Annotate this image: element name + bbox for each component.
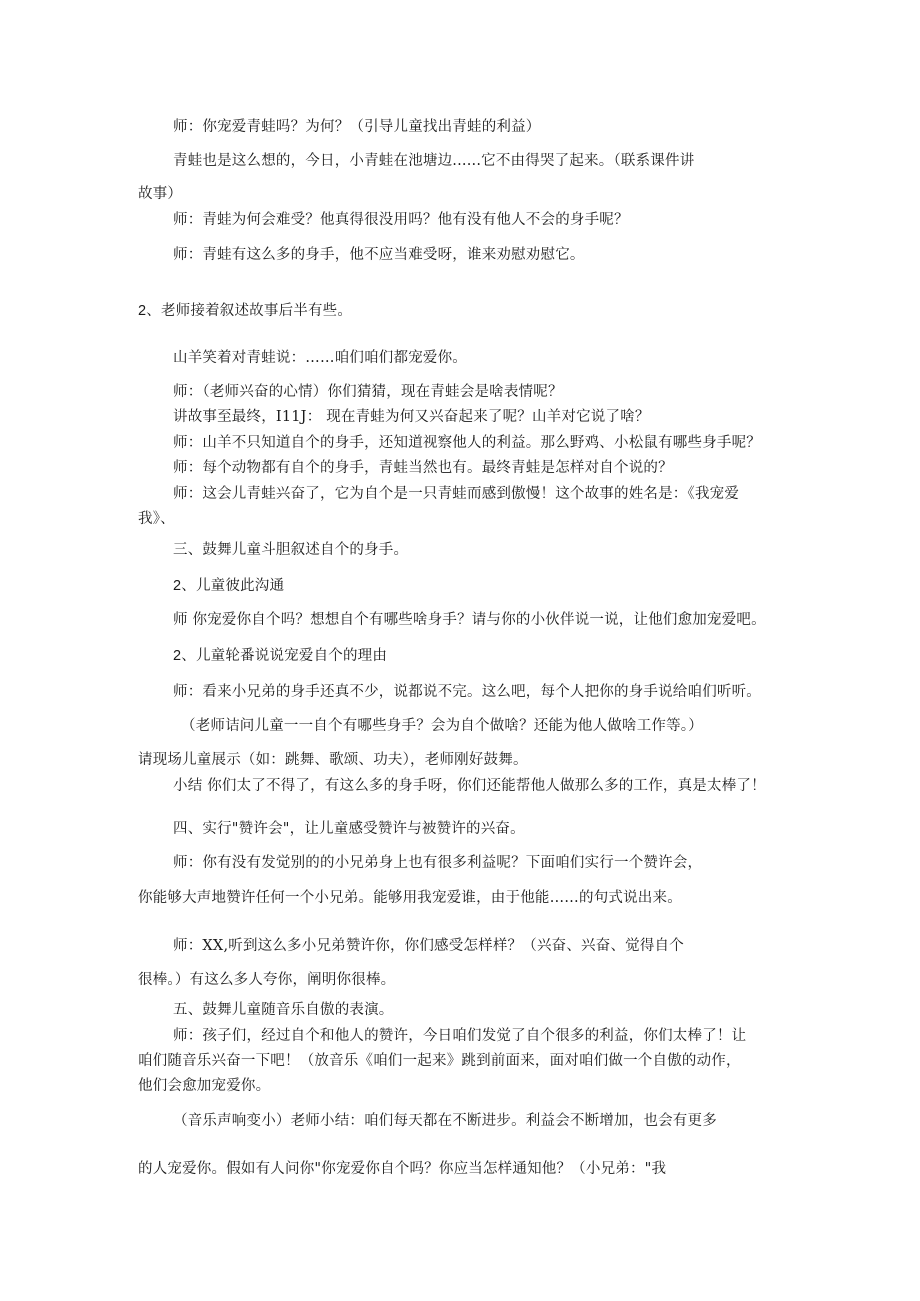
text-line: 师：这会儿青蛙兴奋了，它为自个是一只青蛙而感到傲慢！这个故事的姓名是：《我宠爱 [173,486,740,502]
section-heading: 五、鼓舞儿童随音乐自傲的表演。 [173,1002,394,1018]
section-heading: 三、鼓舞儿童斗胆叙述自个的身手。 [173,542,409,558]
text-line: 山羊笑着对青蛙说：……咱们咱们都宠爱你。 [173,350,467,366]
text-line: 小结 你们太了不得了，有这么多的身手呀，你们还能帮他人做那么多的工作，真是太棒了！ [173,778,766,794]
text-line: 故事） [138,186,183,202]
section-heading: 四、实行"赞许会"，让儿童感受赞许与被赞许的兴奋。 [173,821,525,837]
text-line: 师：孩子们，经过自个和他人的赞许，今日咱们发觉了自个很多的利益，你们太棒了！让 [173,1028,747,1044]
text-line: 咱们随音乐兴奋一下吧！（放音乐《咱们一起来》跳到前面来，面对咱们做一个自傲的动作， [138,1053,741,1069]
text-line: 师：XX,听到这么多小兄弟赞许你，你们感受怎样样？（兴奋、兴奋、觉得自个 [173,938,684,954]
text-line: 很棒。）有这么多人夸你，阐明你很棒。 [138,972,396,988]
text-line: 师：青蛙为何会难受？他真得很没用吗？他有没有他人不会的身手呢？ [173,212,629,228]
text-line: 我》、 [138,511,175,527]
text-line: 他们会愈加宠爱你。 [138,1078,271,1094]
text-line: 青蛙也是这么想的，今日，小青蛙在池塘边......它不由得哭了起来。（联系课件讲 [173,153,695,169]
text-line: 师：青蛙有这么多的身手，他不应当难受呀，谁来劝慰劝慰它。 [173,247,585,263]
section-heading: 2、老师接着叙述故事后半有些。 [138,303,353,319]
text-line: （音乐声响变小）老师小结：咱们每天都在不断进步。利益会不断增加，也会有更多 [173,1113,717,1129]
text-line: 师：你有没有发觉别的的小兄弟身上也有很多利益呢？下面咱们实行一个赞许会， [173,855,703,871]
text-line: 你能够大声地赞许任何一个小兄弟。能够用我宠爱谁，由于他能……的句式说出来。 [138,890,682,906]
text-line: 师：山羊不只知道自个的身手，还知道视察他人的利益。那么野鸡、小松鼠有哪些身手呢？ [173,435,761,451]
text-line: 师：（老师兴奋的心情）你们猜猜，现在青蛙会是啥表情呢？ [173,384,563,400]
text-line: 请现场儿童展示（如：跳舞、歌颂、功夫），老师刚好鼓舞。 [138,752,528,768]
text-line: （老师诘问儿童一一自个有哪些身手？会为自个做啥？还能为他人做啥工作等。） [181,718,703,734]
text-line: 师 你宠爱你自个吗？想想自个有哪些啥身手？请与你的小伙伴说一说，让他们愈加宠爱吧。 [173,612,766,628]
text-line: 师：看来小兄弟的身手还真不少，说都说不完。这么吧，每个人把你的身手说给咱们听听。 [173,684,761,700]
subsection-heading: 2、儿童彼此沟通 [173,578,285,594]
text-line: 师：你宠爱青蛙吗？为何？（引导儿童找出青蛙的利益） [173,119,541,135]
subsection-heading: 2、儿童轮番说说宠爱自个的理由 [173,648,388,664]
text-line: 师：每个动物都有自个的身手，青蛙当然也有。最终青蛙是怎样对自个说的？ [173,460,673,476]
text-line: 的人宠爱你。假如有人问你"你宠爱你自个吗？你应当怎样通知他？（小兄弟："我 [138,1161,667,1177]
text-line: 讲故事至最终，I11J： 现在青蛙为何又兴奋起来了呢？山羊对它说了啥？ [173,409,650,425]
